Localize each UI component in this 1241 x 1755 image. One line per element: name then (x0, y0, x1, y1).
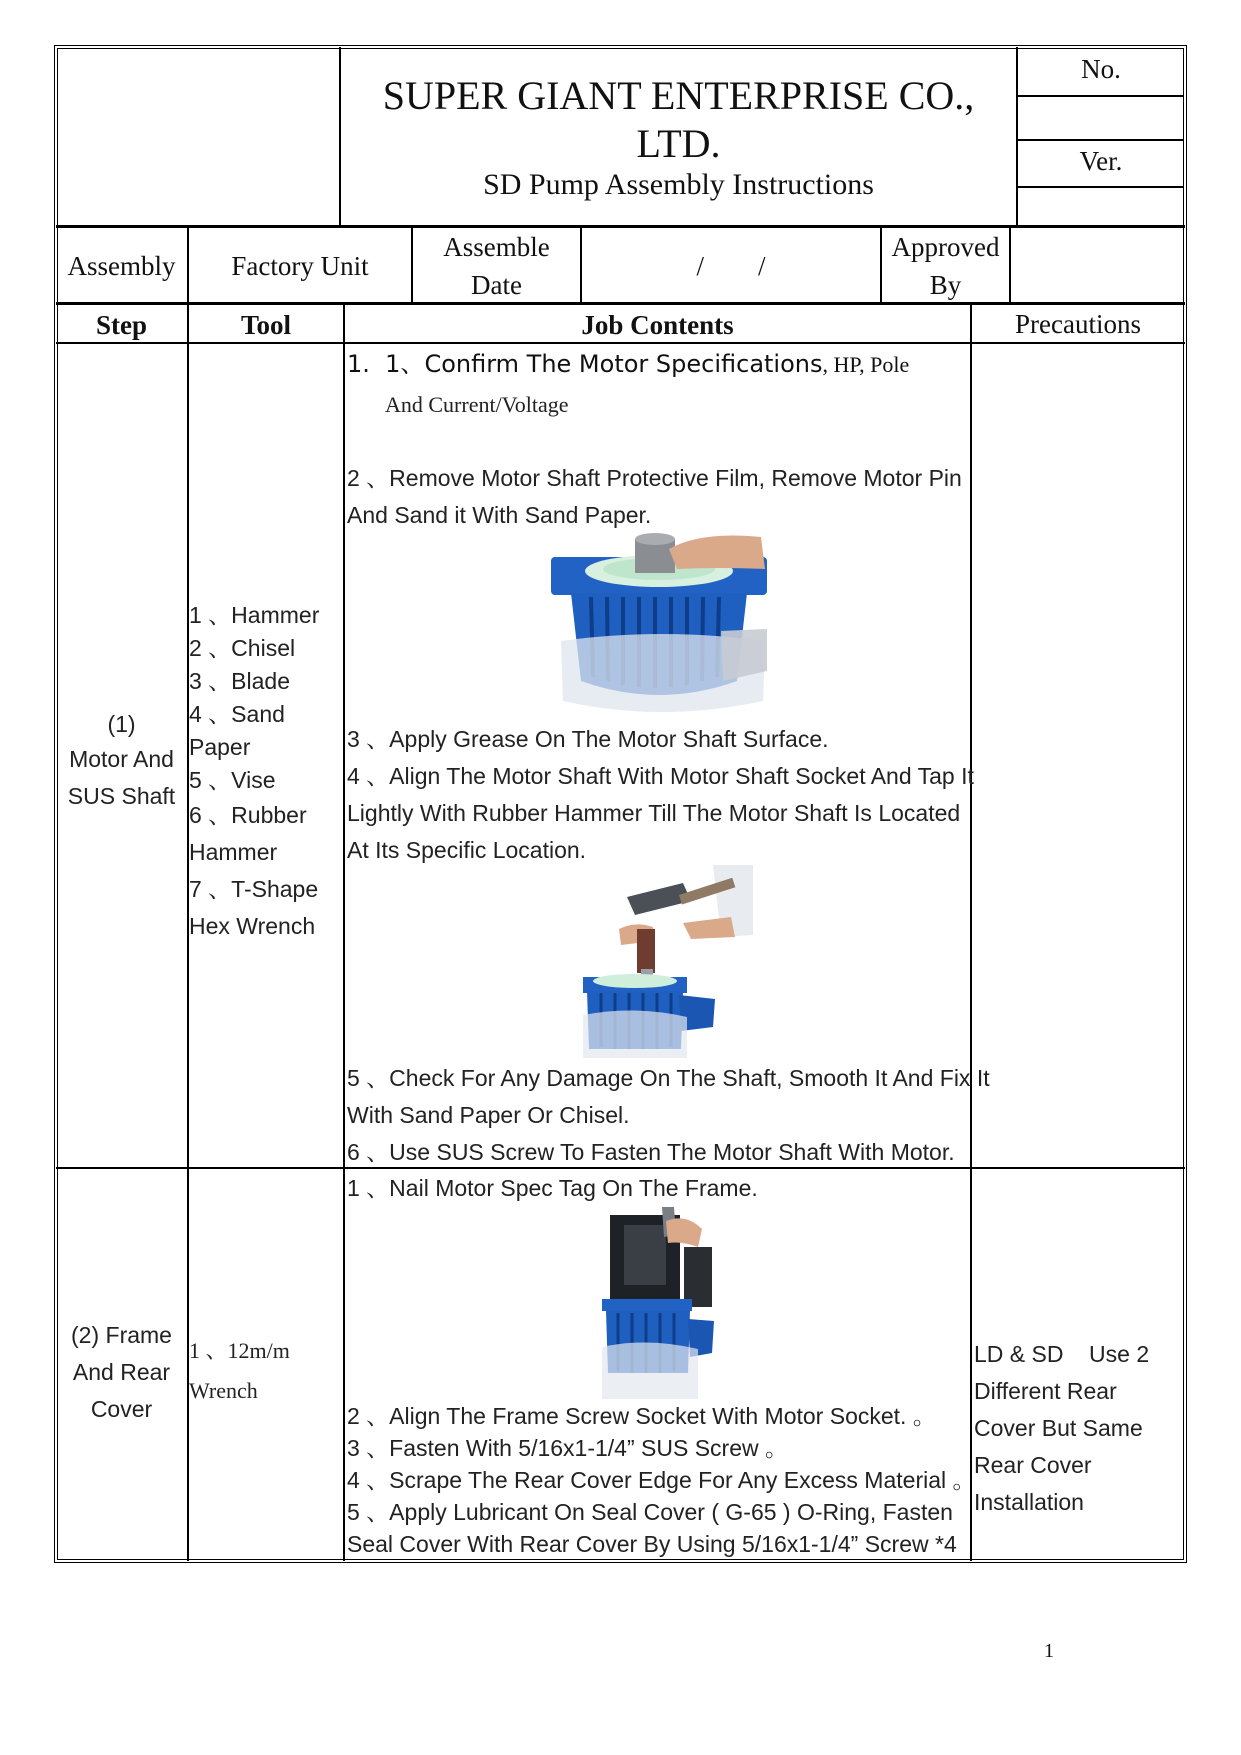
job1-item1-emphasis: Confirm The Motor Specifications (424, 350, 823, 378)
job2-item5: 5 、Apply Lubricant On Seal Cover ( G-65 ) O-Ring, Fasten (347, 1499, 953, 1525)
tool-item: 3 、Blade (189, 668, 291, 694)
factory-unit-label: Factory Unit (231, 251, 369, 281)
ver-label: Ver. (1079, 146, 1123, 176)
company-name-line2: LTD. (636, 121, 721, 166)
column-header-step: Step (95, 310, 147, 340)
document-subtitle: SD Pump Assembly Instructions (483, 168, 874, 201)
divider (970, 304, 972, 1561)
assemble-date-label-line2: Date (471, 270, 522, 300)
tool-item: Hex Wrench (189, 913, 316, 939)
job1-item6: 6 、Use SUS Screw To Fasten The Motor Shaft With Motor. (347, 1139, 955, 1165)
page-number: 1 (1044, 1640, 1054, 1662)
assembly-label: Assembly (67, 251, 176, 281)
tool-item: Hammer (189, 839, 278, 865)
tool-item: 1 、12m/m (189, 1338, 290, 1363)
step2-precautions (974, 1336, 1182, 1521)
job1-item5-line2: With Sand Paper Or Chisel. (347, 1102, 630, 1128)
tool-item: 6 、Rubber (189, 802, 307, 828)
job1-item2: 2 、Remove Motor Shaft Protective Film, Remove Motor Pin (347, 465, 962, 491)
precaution-line: Cover But Same (974, 1415, 1143, 1441)
step2-title-line3: Cover (90, 1396, 153, 1422)
divider (1016, 139, 1184, 141)
tool-item: 4 、Sand Paper (189, 701, 285, 760)
approved-by-label-line2: By (929, 270, 962, 300)
no-label: No. (1081, 54, 1121, 84)
approved-by-label: Approved (891, 232, 1000, 262)
step1-number: (1) (107, 711, 136, 737)
divider (56, 342, 1185, 344)
job2-item2: 2 、Align The Frame Screw Socket With Motor Socket. 。 (347, 1403, 936, 1429)
column-header-precautions: Precautions (1015, 309, 1141, 339)
assemble-date-label: Assemble (443, 232, 550, 262)
precaution-line: LD & SD Use 2 (974, 1341, 1150, 1367)
divider (1016, 186, 1184, 188)
tool-item: 2 、Chisel (189, 635, 296, 661)
company-name: SUPER GIANT ENTERPRISE CO., (382, 73, 975, 118)
step2-title: (2) Frame (71, 1322, 172, 1348)
job1-item3: 3 、Apply Grease On The Motor Shaft Surface. (347, 726, 829, 752)
job1-item1-prefix: 1. 1、 (347, 350, 425, 378)
job1-item4-line2: Lightly With Rubber Hammer Till The Motor Shaft Is Located (347, 800, 961, 826)
job1-item2-line2: And Sand it With Sand Paper. (347, 502, 652, 528)
job2-item3: 3 、Fasten With 5/16x1-1/4” SUS Screw 。 (347, 1435, 788, 1461)
assemble-date-value: / / (696, 251, 766, 281)
motor-sanding-photo (551, 531, 769, 715)
step1-title: Motor And (69, 746, 174, 772)
job2-item4: 4 、Scrape The Rear Cover Edge For Any Excess Material 。 (347, 1467, 976, 1493)
precaution-line: Rear Cover (974, 1452, 1092, 1478)
job2-item5-line2: Seal Cover With Rear Cover By Using 5/16x1-1/4” Screw *4 (347, 1531, 957, 1557)
column-header-tool: Tool (240, 310, 292, 340)
tool-item: 1 、Hammer (189, 602, 320, 628)
step2-title-line2: And Rear (72, 1359, 171, 1385)
tool-item: Wrench (189, 1378, 258, 1403)
divider (56, 302, 1185, 305)
job1-item4: 4 、Align The Motor Shaft With Motor Shaft Socket And Tap It (347, 763, 974, 789)
divider (343, 304, 345, 1561)
precaution-line: Different Rear (974, 1378, 1117, 1404)
column-header-job-contents: Job Contents (581, 310, 734, 340)
precaution-line: Installation (974, 1489, 1084, 1515)
frame-assembly-photo (602, 1207, 716, 1399)
job2-item1: 1 、Nail Motor Spec Tag On The Frame. (347, 1175, 758, 1201)
motor-hammer-photo (583, 865, 753, 1058)
divider (56, 225, 1185, 228)
tool-item: 5 、Vise (189, 767, 276, 793)
job1-item1 (347, 346, 909, 383)
step1-title-line2: SUS Shaft (67, 783, 176, 809)
job1-item4-line3: At Its Specific Location. (347, 837, 587, 863)
divider (1016, 95, 1184, 97)
job1-item5: 5 、Check For Any Damage On The Shaft, Smooth It And Fix It (347, 1065, 990, 1091)
tool-item: 7 、T-Shape (189, 876, 319, 902)
step1-tool-list (189, 599, 343, 945)
divider (1009, 227, 1011, 303)
job1-item1-rest: , HP, Pole (822, 352, 910, 377)
job1-item1-line2: And Current/Voltage (385, 392, 569, 417)
